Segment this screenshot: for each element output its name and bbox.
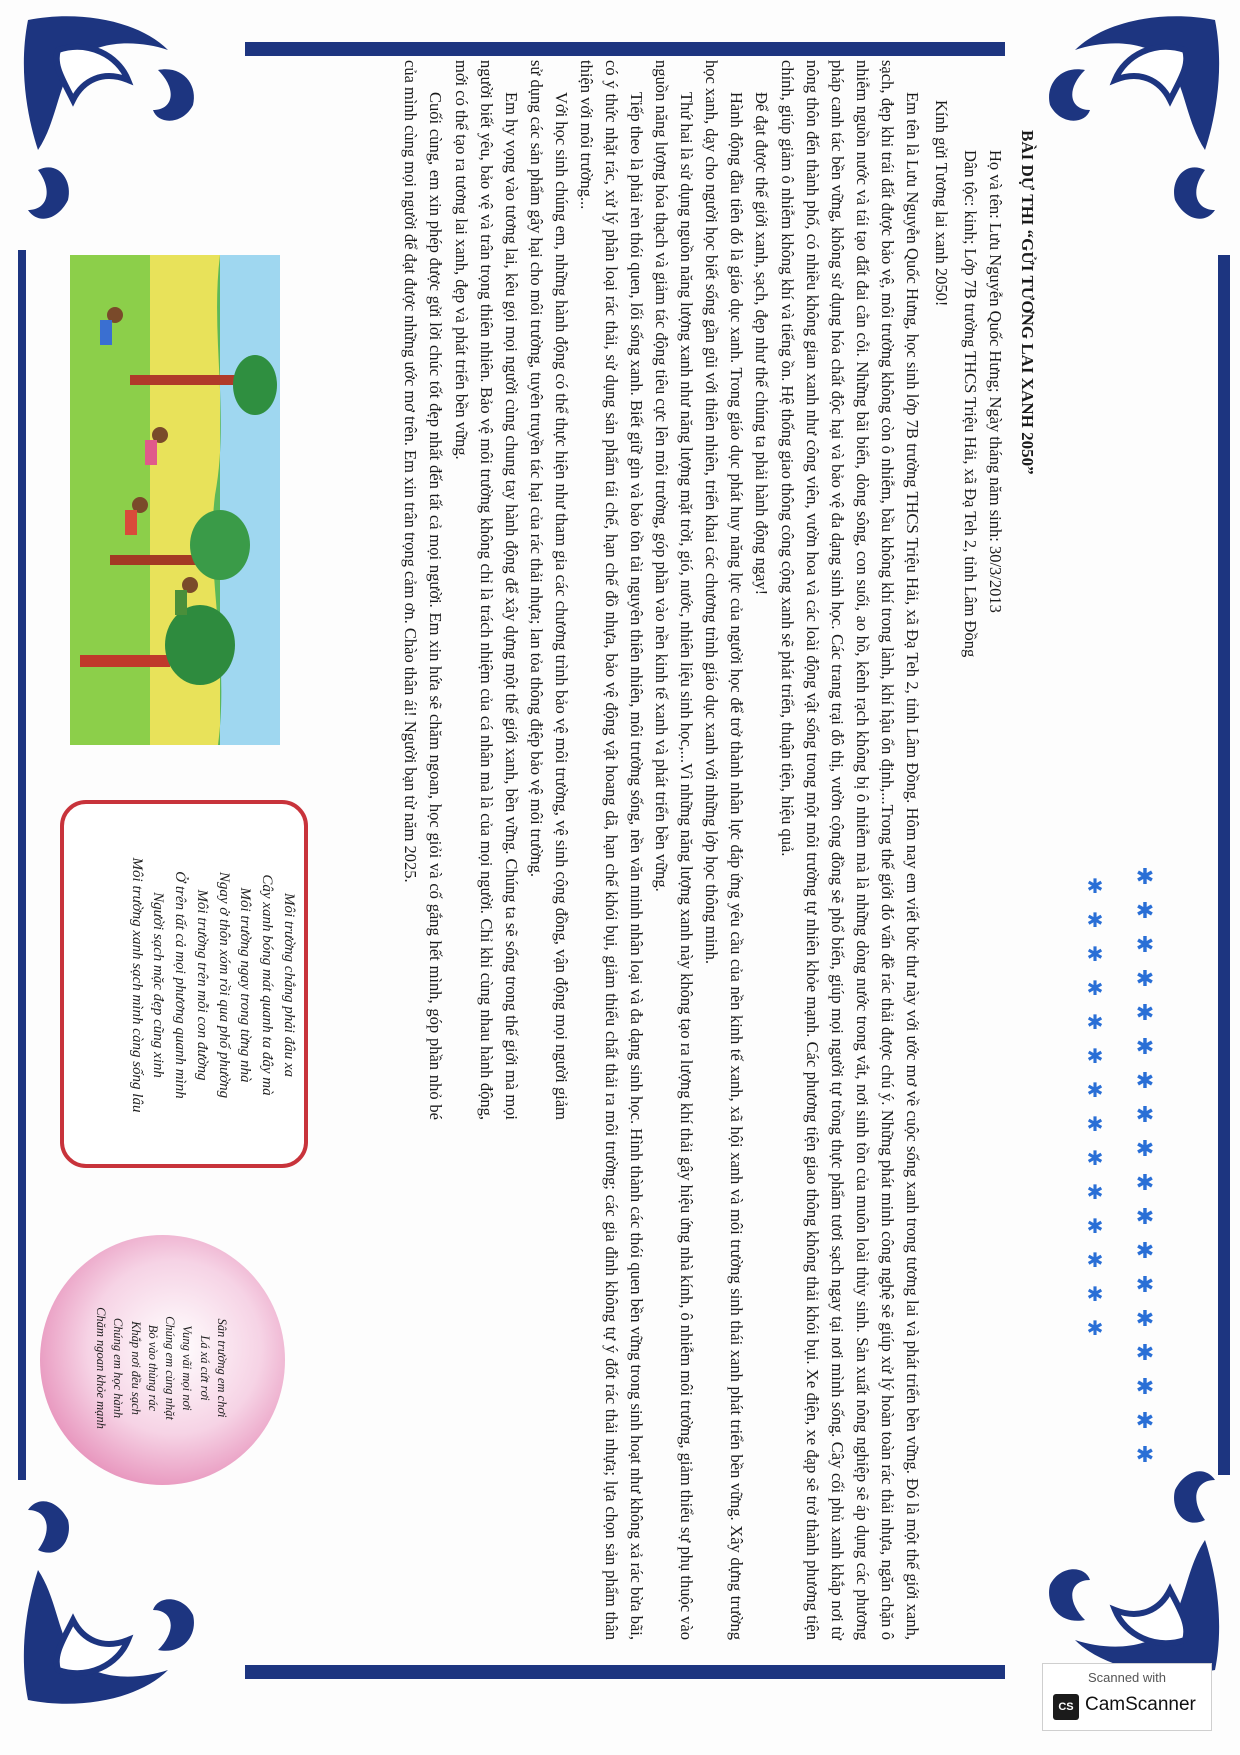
poem-line: Bỏ vào thùng rác xyxy=(146,1324,160,1412)
greeting: Kính gửi Tương lai xanh 2050! xyxy=(932,100,952,307)
name-line: Họ và tên: Lưu Nguyễn Quốc Hưng; Ngày tháng năm sinh: 30/3/2013 xyxy=(986,150,1006,613)
poem-line: Khắp nơi đều sạch xyxy=(128,1321,143,1415)
poem-line: Môi trường chẳng phải đâu xa xyxy=(281,892,297,1078)
poem-line: Người sạch mặc đẹp cũng xinh xyxy=(150,892,167,1078)
poem-line: Chăm ngoan khỏe mạnh xyxy=(94,1307,109,1429)
letter-body xyxy=(300,60,1040,1640)
frame-left-bar xyxy=(18,250,26,1480)
paragraph: Để đạt được thế giới xanh, sạch, đẹp như thế chúng ta phải hành động ngay! xyxy=(752,92,772,596)
paragraph: Em tên là Lưu Nguyễn Quốc Hưng, học sinh lớp 7B trường THCS Triệu Hải, xã Đạ Teh 2, tỉnh Lâm Đồng. Hôm nay em viết bức thư này với ước mơ về cuộc sống xanh trong tương lai và phát triển bền vững. Đó là một thế giới xanh, sạch, đẹp khi trái đất được bảo vệ, môi trường không còn ô nhiễm, bầu không khí trong lành, khí hậu ổn định,...Trong thế giới đó vấn đề rác thải được chú ý. Những phát minh công nghệ sẽ giúp xử lý hoàn toàn rác thải nhựa, ngăn chặn ô nhiễm nguồn nước và tái tạo đất đai cằn cỗi. Những bãi biển, dòng sông, con suối, ao hồ, kênh rạch không bị ô nhiễm mà là những dòng nước trong vắt, nơi sinh tồn của muôn loài thủy sinh. Sản xuất nông nghiệp sẽ áp dụng các phương pháp canh tác bền vững, không sử dụng hóa chất độc hại và bảo vệ đa dạng sinh học. Các trang trại đô thị, vườn cộng đồng sẽ phổ biến, giúp mọi người tự trồng thực phẩm tươi sạch ngay tại nơi mình sống. Cây cối phủ xanh khắp nơi từ nông thôn đến thành phố, có nhiều không gian xanh như công viên, vườn hoa và các loài động vật sống trong một môi trường tự nhiên khỏe mạnh. Các phương tiện giao thông không thải khói bụi. Xe điện, xe đạp sẽ trở thành phương tiện chính, giúp giảm ô nhiễm không khí và tiếng ồn. Hệ thống giao thông công cộng xanh sẽ phát triển, thuận tiện, hiệu quả. xyxy=(777,60,922,1640)
poem-text xyxy=(79,820,299,1150)
children-planting-drawing xyxy=(70,255,280,745)
circle-poem xyxy=(40,1235,285,1485)
paragraph: Với học sinh chúng em, những hành động có thể thực hiện như tham gia các chương trình bảo vệ môi trường, vệ sinh cộng đồng, vận động mọi người giảm sử dụng các sản phẩm gây hại cho môi trường, tuyên truyền tác hại của rác thải nhựa; lan tỏa thông điệp bảo vệ môi trường. xyxy=(526,60,571,1120)
paragraph: Thứ hai là sử dụng nguồn năng lượng xanh như năng lượng mặt trời, gió, nước, nhiên liệu sinh học,...Vì những năng lượng xanh này không tạo ra lượng khí thải gây hiệu ứng nhà kính, ô nhiễm môi trường, giảm thiểu sự phụ thuộc vào nguồn năng lượng hóa thạch và giảm tác động tiêu cực lên môi trường, góp phần vào nền kinh tế xanh và phát triển bền vững. xyxy=(652,60,697,1640)
school-line: Dân tộc: kinh; Lớp 7B trường THCS Triệu Hải, xã Đạ Teh 2, tỉnh Lâm Đồng xyxy=(961,150,981,658)
paragraph: Em hy vọng vào tương lai, kêu gọi mọi người cùng chung tay hành động để xây dựng một thế giới xanh, bền vững. Chúng ta sẽ sống trong thế giới mà mọi người biết yêu, bảo vệ và trân trọng thiên nhiên. Bảo vệ môi trường không chỉ là trách nhiệm của cá nhân mà là của mọi người. Chỉ khi cùng nhau hành động, mới có thể tạo ra tương lai xanh, đẹp và phát triển bền vững. xyxy=(451,60,521,1120)
paragraph: Hành động đầu tiên đó là giáo dục xanh. Trong giáo dục phát huy năng lực của người học để trở thành nhân lực đáp ứng yêu cầu của nền kinh tế xanh, xã hội xanh và môi trường sinh thái xanh phát triển bền vững. Xây dựng trường học xanh, dạy cho người học biết sống gần gũi với thiên nhiên, triển khai các chương trình giáo dục xanh với những lớp học thông minh. xyxy=(702,60,747,1640)
frame-right-bar xyxy=(1218,255,1230,1475)
ornament-top-right xyxy=(1035,10,1225,240)
paragraph: Cuối cùng, em xin phép được gửi lời chúc tốt đẹp nhất đến tất cả mọi người. Em xin hứa sẽ chăm ngoan, học giỏi và cố gắng hết mình, góp phần nhỏ bé của mình cùng mọi người để đạt được những ước mơ trên. Em xin trân trọng cảm ơn. Chào thân ái! Người bạn từ năm 2025. xyxy=(401,60,446,1120)
camscanner-logo-icon: CS xyxy=(1053,1694,1079,1720)
camscanner-brand: CamScanner xyxy=(1085,1694,1196,1715)
letter-title: BÀI DỰ THI “GỬI TƯƠNG LAI XANH 2050” xyxy=(1018,130,1037,475)
poem-line: Lá xá cứt rơi xyxy=(197,1335,212,1401)
circle-poem-text xyxy=(90,1283,230,1453)
snowflake-garland-icon: ✱ ✱ ✱ ✱ ✱ ✱ ✱ ✱ ✱ ✱ ✱ ✱ ✱ ✱ ✱ ✱ ✱ ✱ xyxy=(1135,864,1155,1467)
ornament-bottom-right xyxy=(1035,1450,1225,1680)
poem-line: Môi trường xanh sạch mình càng sống lâu xyxy=(128,857,145,1113)
ornament-top-left xyxy=(18,10,208,240)
poem-line: Ngay ở thôn xóm rồi qua phố phường xyxy=(215,871,232,1099)
poem-line: Chúng em cùng nhặt xyxy=(163,1316,178,1420)
scanned-with-label: Scanned with xyxy=(1087,1670,1167,1685)
poem-line: Ở trên tất cả mọi phương quanh mình xyxy=(172,871,189,1099)
ornament-bottom-left xyxy=(18,1480,208,1710)
snowflake-garland-icon: ✱ ✱ ✱ ✱ ✱ ✱ ✱ ✱ ✱ ✱ ✱ ✱ ✱ ✱ xyxy=(1086,876,1104,1340)
frame-top-bar xyxy=(245,42,1005,56)
poem-line: Môi trường ngay trong từng nhà xyxy=(237,887,254,1083)
camscanner-badge xyxy=(1042,1663,1212,1731)
poem-line: Vung vãi mọi nơi xyxy=(180,1325,195,1411)
poem-line: Sân trường em chơi xyxy=(215,1318,229,1418)
poem-line: Môi trường trên mỗi con đường xyxy=(194,889,210,1081)
poem-line: Cây xanh bóng mát quanh ta đây mà xyxy=(259,874,276,1096)
poem-box xyxy=(60,800,308,1168)
frame-bottom-bar xyxy=(245,1665,1005,1679)
poem-line: Chúng em học hành xyxy=(111,1317,126,1419)
paragraph: Tiếp theo là phải rèn thói quen, lối sống xanh. Biết giữ gìn và bảo tồn tài nguyên thiên nhiên, môi trường sống, nền văn minh nhân loại và đa dạng sinh học. Hình thành các thói quen bền vững trong sinh hoạt như không xả rác bừa bãi, có ý thức nhặt rác, xử lý phân loại rác thải, sử dụng sản phẩm tái chế, hạn chế đồ nhựa, bảo vệ động vật hoang dã, hạn chế khói bụi, giảm thiểu chất thải ra môi trường; các gia đình không tự ý đốt rác thải nhựa; lựa chọn sản phẩm thân thiện với môi trường... xyxy=(576,60,647,1640)
